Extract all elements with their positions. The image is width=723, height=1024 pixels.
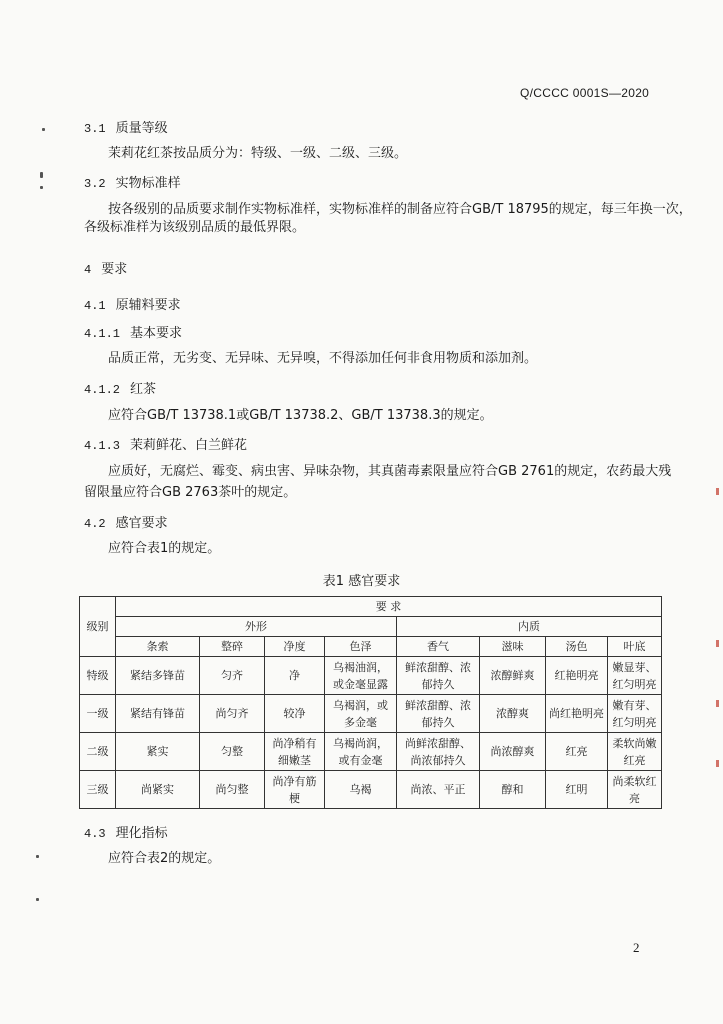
scan-speck (42, 128, 45, 131)
table-cell: 匀整 (200, 733, 265, 771)
table-cell: 净 (265, 657, 325, 695)
section-4-1-3-heading (84, 434, 247, 453)
scan-speck (40, 186, 43, 189)
table-cell: 紧结有锋苗 (116, 695, 200, 733)
section-number: 4.1.1 (84, 327, 121, 341)
table-cell: 乌褐油润，或金毫显露 (325, 657, 397, 695)
table-cell: 鲜浓甜醇、浓郁持久 (397, 695, 480, 733)
section-title: 红茶 (130, 382, 157, 397)
table-cell: 匀齐 (200, 657, 265, 695)
scan-speck (36, 855, 39, 858)
table-cell: 嫩显芽、红匀明亮 (608, 657, 662, 695)
grade-cell: 一级 (80, 695, 116, 733)
section-title: 理化指标 (115, 826, 168, 841)
table-row (80, 771, 662, 809)
table-cell: 尚净有筋梗 (265, 771, 325, 809)
table-row (80, 695, 662, 733)
grade-cell: 三级 (80, 771, 116, 809)
section-number: 4.1.2 (84, 383, 121, 397)
column-header: 汤色 (546, 637, 608, 657)
table-1-caption: 表1 感官要求 (322, 574, 401, 589)
table-cell: 鲜浓甜醇、浓郁持久 (397, 657, 480, 695)
document-code: Q/CCCC 0001S—2020 (520, 86, 650, 100)
table-cell: 紧实 (116, 733, 200, 771)
table-cell: 红艳明亮 (546, 657, 608, 695)
section-4-3-heading (84, 822, 168, 841)
section-4-2-heading (84, 512, 168, 531)
section-4-1-3-text-line1: 应质好，无腐烂、霉变、病虫害、异味杂物，其真菌毒素限量应符合GB 2761的规定，农药最大残 (108, 464, 672, 479)
section-4-1-1-heading (84, 322, 182, 341)
sensory-requirements-table (79, 596, 662, 809)
inner-quality-header: 内质 (397, 617, 662, 637)
section-4-1-heading (84, 294, 181, 313)
column-header: 香气 (397, 637, 480, 657)
table-cell: 紧结多锋苗 (116, 657, 200, 695)
section-4-1-2-heading (84, 378, 156, 397)
table-cell: 尚匀齐 (200, 695, 265, 733)
column-header: 整碎 (200, 637, 265, 657)
section-3-2-heading (84, 172, 181, 191)
table-cell: 浓醇爽 (480, 695, 546, 733)
scan-speck (40, 172, 43, 178)
appearance-header: 外形 (116, 617, 397, 637)
section-4-2-text: 应符合表1的规定。 (108, 541, 221, 556)
table-row (80, 657, 662, 695)
table-cell: 乌褐 (325, 771, 397, 809)
section-3-2-text-line1: 按各级别的品质要求制作实物标准样，实物标准样的制备应符合GB/T 18795的规定，每三年换一次， (108, 202, 692, 217)
table-cell: 尚浓醇爽 (480, 733, 546, 771)
section-4-heading (84, 258, 127, 277)
table-cell: 嫩有芽、红匀明亮 (608, 695, 662, 733)
section-3-2-text-line2: 各级标准样为该级别品质的最低界限。 (84, 220, 306, 235)
table-cell: 红亮 (546, 733, 608, 771)
table-cell: 醇和 (480, 771, 546, 809)
section-number: 3.1 (84, 122, 106, 136)
grade-header: 级别 (80, 597, 116, 657)
table-cell: 尚匀整 (200, 771, 265, 809)
table-cell: 乌褐尚润，或有金毫 (325, 733, 397, 771)
section-title: 实物标准样 (115, 176, 181, 191)
section-number: 4.1.3 (84, 439, 121, 453)
section-3-1-text: 茉莉花红茶按品质分为：特级、一级、二级、三级。 (108, 146, 408, 161)
section-title: 茉莉鲜花、白兰鲜花 (130, 438, 248, 453)
grade-cell: 特级 (80, 657, 116, 695)
column-header: 叶底 (608, 637, 662, 657)
table-cell: 尚净稍有细嫩茎 (265, 733, 325, 771)
requirements-header: 要 求 (116, 597, 662, 617)
section-4-1-2-text: 应符合GB/T 13738.1或GB/T 13738.2、GB/T 13738.3的规定。 (108, 408, 493, 423)
table-cell: 浓醇鲜爽 (480, 657, 546, 695)
section-title: 基本要求 (130, 326, 183, 341)
column-header: 滋味 (480, 637, 546, 657)
table-cell: 尚紧实 (116, 771, 200, 809)
page-number: 2 (633, 940, 640, 955)
section-title: 原辅料要求 (115, 298, 181, 313)
table-cell: 尚鲜浓甜醇、尚浓郁持久 (397, 733, 480, 771)
table-row (80, 733, 662, 771)
section-3-1-heading (84, 117, 168, 136)
edge-mark (716, 700, 719, 707)
section-title: 感官要求 (115, 516, 168, 531)
section-4-3-text: 应符合表2的规定。 (108, 851, 221, 866)
scan-speck (36, 898, 39, 901)
table-cell: 尚红艳明亮 (546, 695, 608, 733)
column-header: 色泽 (325, 637, 397, 657)
section-4-1-3-text-line2: 留限量应符合GB 2763茶叶的规定。 (84, 485, 297, 500)
table-cell: 柔软尚嫩红亮 (608, 733, 662, 771)
section-number: 4 (84, 263, 92, 277)
section-number: 4.3 (84, 827, 106, 841)
section-4-1-1-text: 品质正常，无劣变、无异味、无异嗅，不得添加任何非食用物质和添加剂。 (108, 351, 538, 366)
table-cell: 尚柔软红亮 (608, 771, 662, 809)
table-cell: 红明 (546, 771, 608, 809)
grade-cell: 二级 (80, 733, 116, 771)
edge-mark (716, 488, 719, 495)
column-header: 条索 (116, 637, 200, 657)
section-number: 4.2 (84, 517, 106, 531)
section-title: 质量等级 (115, 121, 168, 136)
table-cell: 乌褐润，或多金毫 (325, 695, 397, 733)
edge-mark (716, 640, 719, 647)
section-number: 3.2 (84, 177, 106, 191)
table-cell: 尚浓、平正 (397, 771, 480, 809)
column-header: 净度 (265, 637, 325, 657)
section-number: 4.1 (84, 299, 106, 313)
edge-mark (716, 760, 719, 767)
table-cell: 较净 (265, 695, 325, 733)
section-title: 要求 (101, 262, 128, 277)
